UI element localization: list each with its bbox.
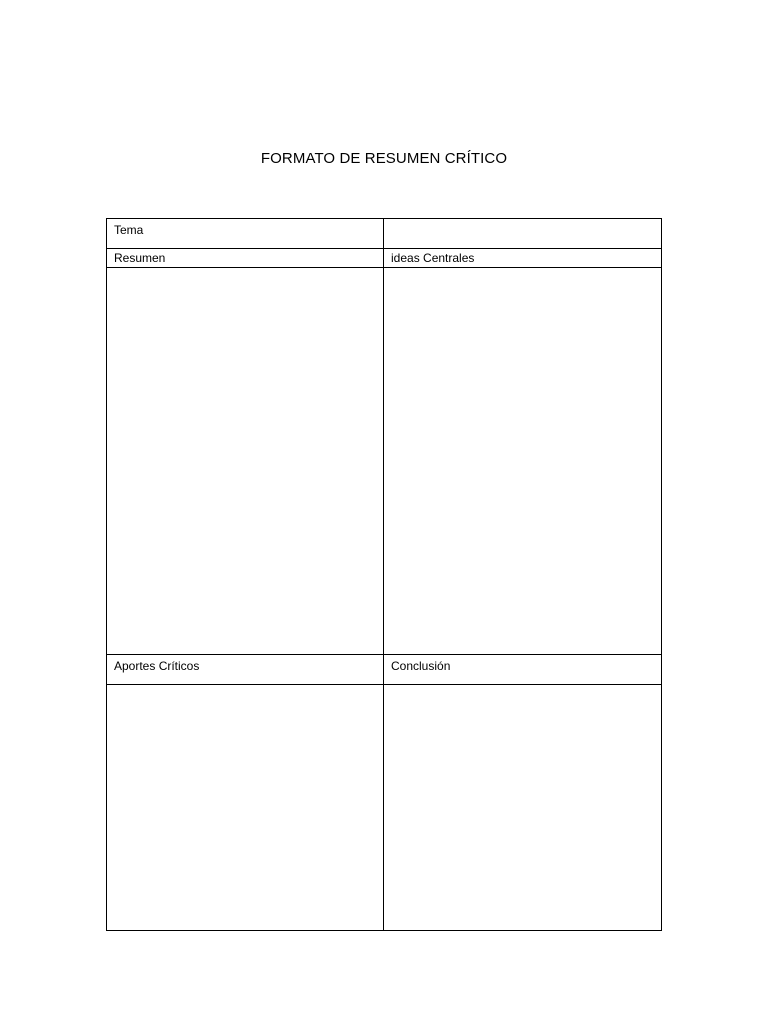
critique-headers-row xyxy=(107,655,662,685)
critique-body-row xyxy=(107,685,662,931)
aportes-criticos-content-cell[interactable] xyxy=(107,685,384,931)
resumen-content-cell[interactable] xyxy=(107,268,384,655)
conclusion-label-cell: Conclusión xyxy=(384,655,662,685)
tema-row xyxy=(107,219,662,249)
tema-label-cell: Tema xyxy=(107,219,384,249)
summary-headers-row xyxy=(107,249,662,268)
aportes-criticos-label-cell: Aportes Críticos xyxy=(107,655,384,685)
conclusion-content-cell[interactable] xyxy=(384,685,662,931)
document-title: FORMATO DE RESUMEN CRÍTICO xyxy=(260,150,508,167)
critical-summary-form-table xyxy=(106,218,662,931)
tema-value-cell[interactable] xyxy=(384,219,662,249)
summary-body-row xyxy=(107,268,662,655)
ideas-centrales-label-cell: ideas Centrales xyxy=(384,249,662,268)
resumen-label-cell: Resumen xyxy=(107,249,384,268)
ideas-centrales-content-cell[interactable] xyxy=(384,268,662,655)
